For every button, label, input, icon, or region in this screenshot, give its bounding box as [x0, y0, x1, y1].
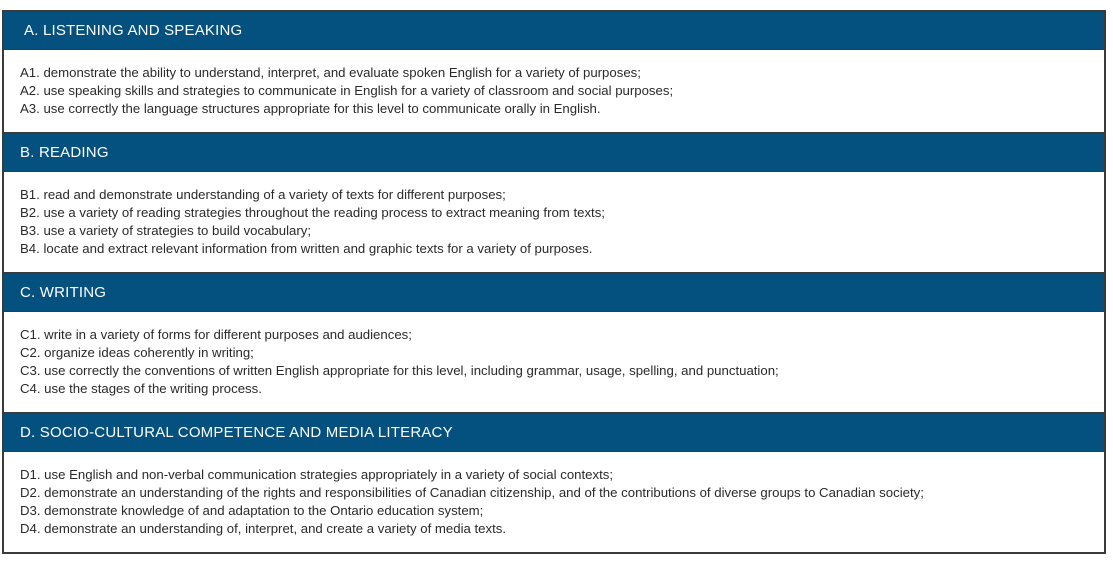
list-item: B4. locate and extract relevant information from written and graphic texts for a variety of purposes.: [20, 241, 593, 256]
section-header: C. WRITING: [4, 274, 1104, 312]
list-item: D2. demonstrate an understanding of the rights and responsibilities of Canadian citizenship, and of the contributions of diverse groups to Canadian society;: [20, 485, 924, 500]
section-header: D. SOCIO-CULTURAL COMPETENCE AND MEDIA LITERACY: [4, 414, 1104, 452]
list-item: C3. use correctly the conventions of written English appropriate for this level, including grammar, usage, spelling, and punctuation;: [20, 363, 779, 378]
section-header: B. READING: [4, 134, 1104, 172]
section-reading: [4, 134, 1104, 274]
section-body: [4, 312, 1104, 414]
expectations-table: [2, 10, 1106, 554]
list-item: C2. organize ideas coherently in writing;: [20, 345, 254, 360]
section-body: [4, 172, 1104, 274]
section-writing: [4, 274, 1104, 414]
list-item: A2. use speaking skills and strategies to communicate in English for a variety of classroom and social purposes;: [20, 83, 674, 98]
list-item: B3. use a variety of strategies to build vocabulary;: [20, 223, 312, 238]
list-item: D4. demonstrate an understanding of, interpret, and create a variety of media texts.: [20, 521, 507, 536]
section-body: [4, 50, 1104, 134]
list-item: C4. use the stages of the writing process.: [20, 381, 262, 396]
list-item: C1. write in a variety of forms for different purposes and audiences;: [20, 327, 412, 342]
list-item: D3. demonstrate knowledge of and adaptation to the Ontario education system;: [20, 503, 484, 518]
section-header: A. LISTENING AND SPEAKING: [4, 12, 1104, 50]
list-item: A3. use correctly the language structures appropriate for this level to communicate orally in English.: [20, 101, 601, 116]
section-listening-speaking: [4, 12, 1104, 134]
list-item: A1. demonstrate the ability to understand, interpret, and evaluate spoken English for a variety of purposes;: [20, 65, 641, 80]
section-body: [4, 452, 1104, 552]
list-item: B1. read and demonstrate understanding of a variety of texts for different purposes;: [20, 187, 506, 202]
section-socio-cultural: [4, 414, 1104, 552]
list-item: D1. use English and non-verbal communication strategies appropriately in a variety of social contexts;: [20, 467, 614, 482]
list-item: B2. use a variety of reading strategies throughout the reading process to extract meaning from texts;: [20, 205, 605, 220]
